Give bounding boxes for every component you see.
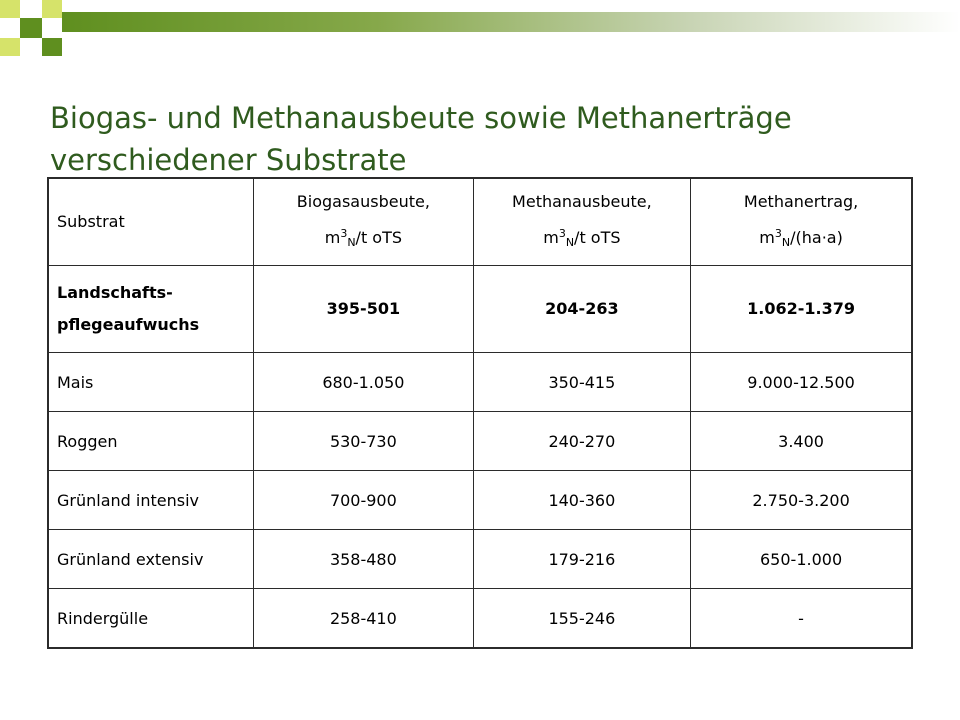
header-substrat: Substrat: [48, 178, 254, 266]
unit-sup: 3: [340, 226, 348, 240]
unit-base: m: [543, 227, 559, 247]
cell-ertrag: 1.062-1.379: [691, 266, 912, 353]
unit-sup: 3: [558, 226, 566, 240]
unit-rest: /(ha·a): [790, 227, 843, 247]
deco-square: [0, 18, 20, 38]
cell-biogas: 358-480: [254, 530, 473, 589]
unit-rest: /t oTS: [355, 227, 403, 247]
unit-base: m: [759, 227, 775, 247]
cell-substrat: Mais: [48, 353, 254, 412]
cell-biogas: 680-1.050: [254, 353, 473, 412]
table-row: [48, 589, 912, 649]
deco-square: [42, 0, 62, 18]
table-row: [48, 266, 912, 353]
cell-ertrag: 3.400: [691, 412, 912, 471]
unit-sub: N: [565, 235, 575, 249]
header-biogasausbeute: [254, 178, 473, 266]
header-methanausbeute: [473, 178, 691, 266]
unit-sub: N: [781, 235, 791, 249]
header-methan-label: Methanausbeute,: [512, 191, 652, 211]
cell-substrat: Roggen: [48, 412, 254, 471]
table-header-row: [48, 178, 912, 266]
unit-rest: /t oTS: [574, 227, 621, 247]
header-ertrag-unit: [699, 218, 903, 259]
cell-ertrag: 2.750-3.200: [691, 471, 912, 530]
header-methan-unit: [482, 218, 683, 259]
table-row: [48, 353, 912, 412]
table-row: [48, 412, 912, 471]
deco-square: [20, 38, 42, 56]
header-biogas-label: Biogasausbeute,: [296, 191, 430, 211]
unit-sup: 3: [774, 226, 782, 240]
cell-substrat: Grünland intensiv: [48, 471, 254, 530]
cell-methan: 179-216: [473, 530, 691, 589]
slide-title: Biogas- und Methanausbeute sowie Methanerträge verschiedener Substrate: [50, 101, 792, 178]
header-biogas-unit: [262, 218, 464, 259]
cell-biogas: 258-410: [254, 589, 473, 649]
deco-square: [0, 0, 20, 18]
cell-methan: 204-263: [473, 266, 691, 353]
deco-square: [42, 38, 62, 56]
cell-biogas: 530-730: [254, 412, 473, 471]
deco-square: [42, 18, 62, 38]
deco-square: [20, 0, 42, 18]
cell-biogas: 395-501: [254, 266, 473, 353]
cell-substrat: Grünland extensiv: [48, 530, 254, 589]
substrate-table: [47, 177, 913, 649]
deco-square: [20, 18, 42, 38]
cell-substrat: Rindergülle: [48, 589, 254, 649]
deco-square: [0, 38, 20, 56]
cell-substrat: [48, 266, 254, 353]
header-ertrag-label: Methanertrag,: [743, 191, 859, 211]
unit-sub: N: [347, 235, 356, 249]
cell-methan: 350-415: [473, 353, 691, 412]
header-gradient-bar: [62, 12, 960, 32]
cell-methan: 140-360: [473, 471, 691, 530]
cell-methan: 155-246: [473, 589, 691, 649]
substrat-line-1: Landschafts-: [57, 283, 173, 302]
cell-biogas: 700-900: [254, 471, 473, 530]
table-row: [48, 471, 912, 530]
cell-ertrag: 9.000-12.500: [691, 353, 912, 412]
cell-methan: 240-270: [473, 412, 691, 471]
header-methanertrag: [691, 178, 912, 266]
substrat-line-2: pflegeaufwuchs: [57, 315, 200, 334]
cell-ertrag: -: [691, 589, 912, 649]
cell-ertrag: 650-1.000: [691, 530, 912, 589]
table-row: [48, 530, 912, 589]
unit-base: m: [324, 227, 341, 247]
